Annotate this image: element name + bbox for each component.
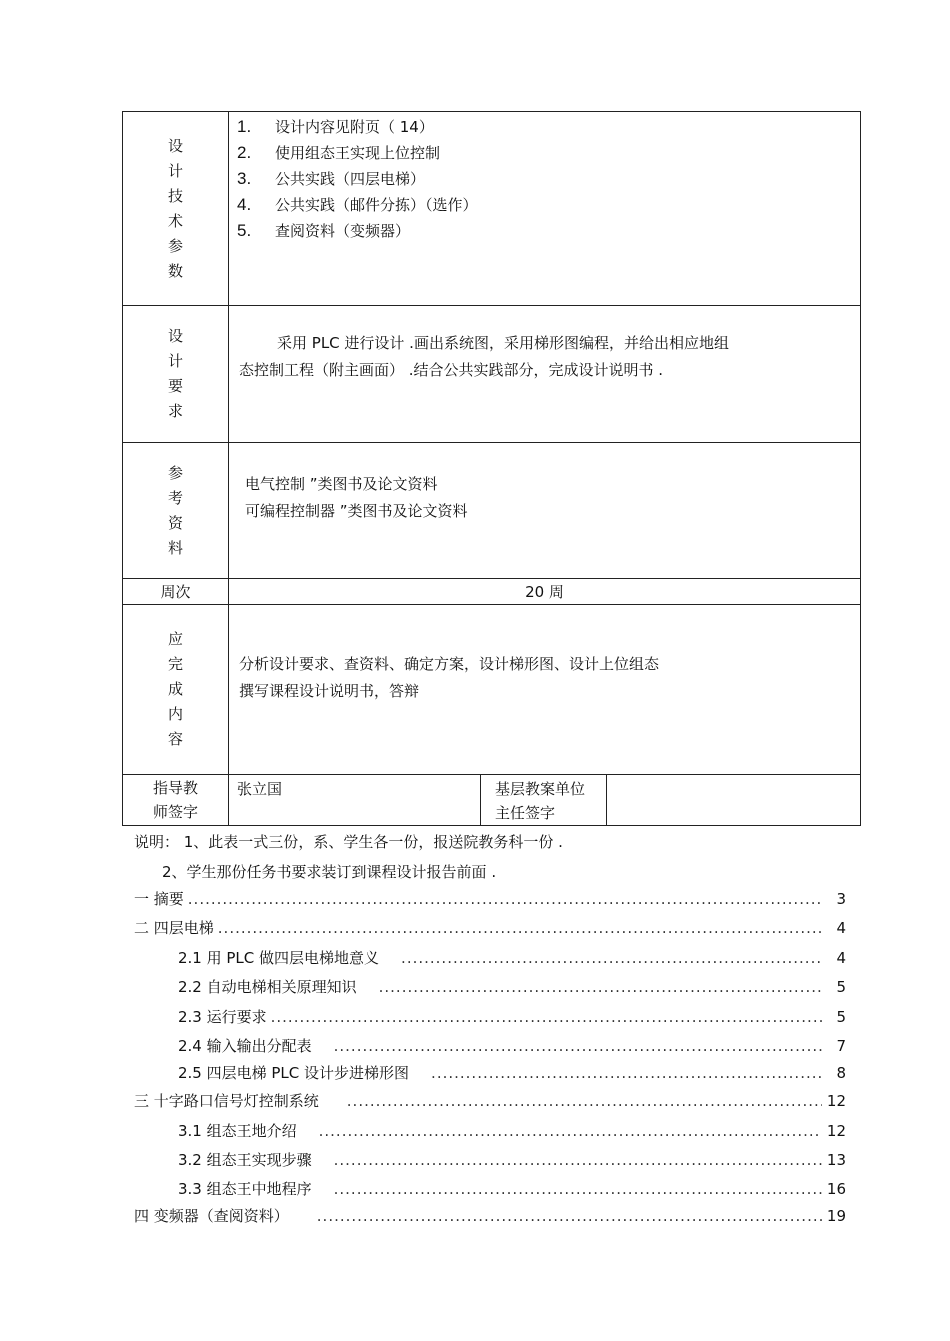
toc-leader [319, 1122, 822, 1140]
toc-entry[interactable]: 2.1 用 PLC 做四层电梯地意义 ..... 4 [178, 947, 846, 969]
label-weeks: 周次 [123, 579, 229, 605]
design-params-list [229, 112, 861, 306]
label-references: 参考资料 [123, 443, 229, 579]
references-text: 电气控制 ”类图书及论文资料 可编程控制器 ”类图书及论文资料 [229, 443, 861, 579]
toc-leader [317, 1207, 822, 1225]
label-advisor-signature: 指导教师签字 [123, 775, 229, 826]
row-design-requirements [123, 306, 861, 443]
toc-leader [218, 919, 822, 937]
list-item: 4. 公共实践（邮件分拣）（选作） [237, 195, 478, 214]
deliverables-text: 分析设计要求、查资料、确定方案，设计梯形图、设计上位组态 撰写课程设计说明书，答辩 [229, 605, 861, 775]
list-item: 1. 设计内容见附页（ 14） [237, 117, 434, 136]
toc-entry[interactable]: 3.2 组态王实现步骤 ..... 13 [178, 1149, 846, 1171]
toc-entry[interactable]: 3.1 组态王地介绍 ..... 12 [178, 1120, 846, 1142]
label-design-params: 设计技术参数 [123, 112, 229, 306]
toc-leader [271, 1008, 822, 1026]
note-line-1: 说明： 1、此表一式三份，系、学生各一份，报送院教务科一份 . [134, 833, 563, 851]
toc-leader [347, 1092, 822, 1110]
toc-leader [379, 978, 822, 996]
toc-entry[interactable]: 2.2 自动电梯相关原理知识 ..... 5 [178, 976, 846, 998]
design-requirements-text: 采用 PLC 进行设计 .画出系统图，采用梯形图编程，并给出相应地组 态控制工程（附主画面） .结合公共实践部分，完成设计说明书 . [229, 306, 861, 443]
advisor-name: 张立国 [229, 775, 481, 826]
list-item: 2. 使用组态王实现上位控制 [237, 143, 441, 162]
row-weeks [123, 579, 861, 605]
toc-entry[interactable]: 一 摘要 ..... 3 [134, 888, 846, 910]
label-unit-signature: 基层教案单位主任签字 [481, 775, 607, 826]
toc-entry[interactable]: 二 四层电梯 ..... 4 [134, 917, 846, 939]
label-design-requirements: 设计要求 [123, 306, 229, 443]
label-deliverables: 应完成内容 [123, 605, 229, 775]
row-deliverables [123, 605, 861, 775]
toc-leader [401, 949, 822, 967]
note-line-2: 2、学生那份任务书要求装订到课程设计报告前面 . [162, 863, 497, 881]
task-table [122, 111, 861, 826]
row-design-params [123, 112, 861, 306]
toc-entry[interactable]: 四 变频器（查阅资料） ..... 19 [134, 1205, 846, 1227]
toc-entry[interactable]: 2.5 四层电梯 PLC 设计步进梯形图 ..... 8 [178, 1062, 846, 1084]
toc-leader [188, 890, 822, 908]
toc-entry[interactable]: 2.4 输入输出分配表 ..... 7 [178, 1035, 846, 1057]
toc-leader [334, 1151, 822, 1169]
toc-entry[interactable]: 三 十字路口信号灯控制系统 ..... 12 [134, 1090, 846, 1112]
unit-signature-field [607, 775, 861, 826]
toc-leader [334, 1180, 822, 1198]
list-item: 5. 查阅资料（变频器） [237, 221, 411, 240]
row-references [123, 443, 861, 579]
toc-entry[interactable]: 2.3 运行要求 ..... 5 [178, 1006, 846, 1028]
toc-leader [334, 1037, 822, 1055]
list-item: 3. 公共实践（四层电梯） [237, 169, 426, 188]
weeks-value: 20 周 [229, 579, 861, 605]
toc-entry[interactable]: 3.3 组态王中地程序 ..... 16 [178, 1178, 846, 1200]
row-signature [123, 775, 861, 826]
toc-leader [431, 1064, 822, 1082]
